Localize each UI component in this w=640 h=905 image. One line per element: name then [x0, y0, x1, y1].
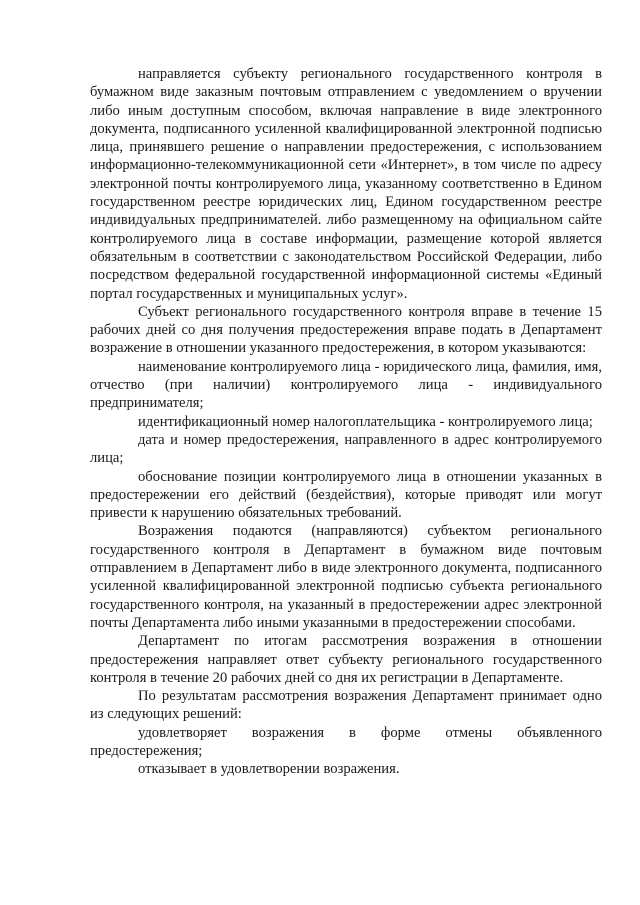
paragraph-8: Департамент по итогам рассмотрения возражения в отношении предостережения направляет ответ субъекту регионального государственного контроля в течение 20 рабочих дней со дня их регистрации в Департаменте.: [90, 633, 602, 686]
paragraph-11: отказывает в удовлетворении возражения.: [138, 761, 400, 778]
paragraph-4: идентификационный номер налогоплательщика - контролируемого лица;: [138, 413, 593, 430]
paragraph-9: По результатам рассмотрения возражения Департамент принимает одно из следующих решений:: [90, 688, 602, 723]
paragraph-7: Возражения подаются (направляются) субъектом регионального государственного контроля в Департамент в бумажном виде почтовым отправлением в Департамент либо в виде электронного документа, подписанного усиленной квалифицированной электронной подписью субъекта регионального государственного контроля, на указанный в предостережении адрес электронной почты Департамента либо иными указанными в предостережении способами.: [90, 523, 602, 631]
paragraph-2: Субъект регионального государственного контроля вправе в течение 15 рабочих дней со дня получения предостережения вправе подать в Департамент возражение в отношении указанного предостережения, в котором указываются:: [90, 303, 602, 357]
paragraph-6: обоснование позиции контролируемого лица в отношении указанных в предостережении его действий (бездействия), которые приводят или могут привести к нарушению обязательных требований.: [90, 468, 602, 522]
paragraph-1: направляется субъекту регионального государственного контроля в бумажном виде заказным почтовым отправлением с уведомлением о вручении либо иным доступным способом, включая направление в виде электронного документа, подписанного усиленной квалифицированной электронной подписью лица, принявшего решение о направлении предостережения, с использованием информационно-телекоммуникационной сети «Интернет», в том числе по адресу электронной почты контролируемого лица, указанному соответственно в Едином государственном реестре юридических лиц, Едином государственном реестре индивидуальных предпринимателей. либо размещенному на официальном сайте контролируемого лица в составе информации, размещение которой является обязательным в соответствии с законодательством Российской Федерации, либо посредством федеральной государственной информационной системы «Единый портал государственных и муниципальных услуг».: [90, 66, 602, 302]
document-body: [90, 65, 602, 779]
paragraph-5: дата и номер предостережения, направленного в адрес контролируемого лица;: [90, 431, 602, 467]
paragraph-10: удовлетворяет возражения в форме отмены объявленного предостережения;: [90, 724, 602, 759]
paragraph-3: наименование контролируемого лица - юридического лица, фамилия, имя, отчество (при наличии) контролируемого лица - индивидуального предпринимателя;: [90, 358, 602, 412]
